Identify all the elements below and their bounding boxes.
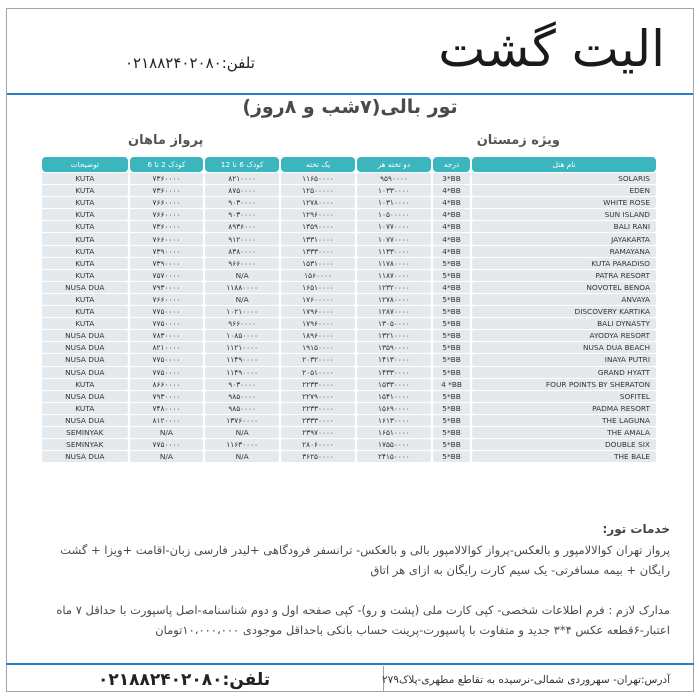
cell-hotel: INAYA PUTRI	[472, 354, 656, 365]
cell-notes: NUSA DUA	[42, 415, 128, 426]
cell-child-2-6: ۷۳۹۰۰۰۰	[130, 246, 204, 257]
cell-child-6-12: ۱۱۴۹۰۰۰۰	[205, 354, 279, 365]
header-divider	[7, 93, 693, 95]
cell-hotel: THE BALE	[472, 451, 656, 462]
table-row	[42, 173, 656, 184]
cell-child-6-12: ۸۷۵۰۰۰۰	[205, 185, 279, 196]
cell-child-2-6: ۷۸۳۰۰۰۰	[130, 330, 204, 341]
table-row	[42, 354, 656, 365]
cell-grade: 5*BB	[433, 294, 470, 305]
table-row	[42, 330, 656, 341]
cell-double: ۱۳۰۵۰۰۰۰	[357, 318, 431, 329]
cell-grade: 4*BB	[433, 233, 470, 244]
cell-hotel: AYODYA RESORT	[472, 330, 656, 341]
cell-child-2-6: ۸۱۲۰۰۰۰	[130, 415, 204, 426]
table-row	[42, 209, 656, 220]
cell-child-2-6: N/A	[130, 427, 204, 438]
cell-hotel: THE AMALA	[472, 427, 656, 438]
cell-single: ۱۵۶۰۰۰۰	[281, 270, 355, 281]
cell-single: ۲۰۵۱۰۰۰۰	[281, 367, 355, 378]
cell-hotel: JAYAKARTA	[472, 233, 656, 244]
cell-grade: 4 *BB	[433, 379, 470, 390]
cell-child-6-12: ۹۶۶۰۰۰۰	[205, 318, 279, 329]
table-row	[42, 379, 656, 390]
cell-double: ۱۲۷۸۰۰۰۰	[357, 294, 431, 305]
table-row	[42, 318, 656, 329]
cell-single: ۱۳۳۳۰۰۰۰	[281, 246, 355, 257]
cell-child-6-12: ۱۱۴۹۰۰۰۰	[205, 367, 279, 378]
col-double: دو تخته هر	[357, 157, 431, 172]
cell-hotel: EDEN	[472, 185, 656, 196]
cell-hotel: KUTA PARADISO	[472, 258, 656, 269]
col-single: یک تخته	[281, 157, 355, 172]
table-row	[42, 197, 656, 208]
cell-notes: NUSA DUA	[42, 367, 128, 378]
rates-body	[42, 173, 656, 462]
cell-child-2-6: ۷۳۶۰۰۰۰	[130, 185, 204, 196]
cell-single: ۲۲۳۳۰۰۰۰	[281, 379, 355, 390]
cell-double: ۲۴۱۵۰۰۰۰	[357, 451, 431, 462]
cell-child-6-12: N/A	[205, 451, 279, 462]
table-row	[42, 270, 656, 281]
cell-hotel: SOFITEL	[472, 391, 656, 402]
cell-double: ۱۰۵۰۰۰۰۰	[357, 209, 431, 220]
table-row	[42, 415, 656, 426]
cell-double: ۱۵۶۹۰۰۰۰	[357, 403, 431, 414]
cell-single: ۱۲۹۶۰۰۰۰	[281, 209, 355, 220]
footer-divider	[6, 663, 694, 665]
cell-double: ۱۰۷۷۰۰۰۰	[357, 221, 431, 232]
cell-notes: KUTA	[42, 185, 128, 196]
table-row	[42, 427, 656, 438]
cell-single: ۱۲۵۰۰۰۰۰	[281, 185, 355, 196]
cell-grade: 4*BB	[433, 221, 470, 232]
cell-double: ۱۰۳۱۰۰۰۰	[357, 197, 431, 208]
documents-text: مدارک لازم : فرم اطلاعات شخصی- کپی کارت ملی (پشت و رو)- کپی صفحه اول و دوم شناسنامه-اصل پاسپورت با حداقل ۷ ماه اعتبار-۶قطعه عکس ۴*۳ جدید و متفاوت با پاسپورت-پرینت حساب بانکی باحداقل موجودی ۱۰،۰۰۰،۰۰۰تومان	[56, 603, 670, 637]
cell-hotel: SUN ISLAND	[472, 209, 656, 220]
cell-child-6-12: ۹۱۲۰۰۰۰	[205, 233, 279, 244]
cell-child-2-6: ۷۹۳۰۰۰۰	[130, 282, 204, 293]
table-row	[42, 451, 656, 462]
cell-grade: 4*BB	[433, 282, 470, 293]
cell-single: ۱۳۳۱۰۰۰۰	[281, 233, 355, 244]
cell-grade: 5*BB	[433, 258, 470, 269]
col-grade: درجه	[433, 157, 470, 172]
cell-hotel: ANVAYA	[472, 294, 656, 305]
cell-notes: KUTA	[42, 258, 128, 269]
cell-notes: KUTA	[42, 306, 128, 317]
cell-child-2-6: ۸۲۱۰۰۰۰	[130, 342, 204, 353]
cell-double: ۱۷۵۵۰۰۰۰	[357, 439, 431, 450]
cell-child-2-6: ۷۷۵۰۰۰۰	[130, 306, 204, 317]
table-row	[42, 221, 656, 232]
table-row	[42, 282, 656, 293]
cell-double: ۱۱۷۸۰۰۰۰	[357, 258, 431, 269]
footer-phone: تلفن:۰۲۱۸۸۲۴۰۲۰۸۰	[98, 670, 271, 690]
cell-grade: 5*BB	[433, 427, 470, 438]
cell-notes: NUSA DUA	[42, 330, 128, 341]
cell-double: ۱۱۳۳۰۰۰۰	[357, 246, 431, 257]
table-row	[42, 367, 656, 378]
cell-hotel: RAMAYANA	[472, 246, 656, 257]
rates-table	[40, 156, 658, 463]
cell-child-6-12: ۸۳۸۰۰۰۰	[205, 246, 279, 257]
cell-hotel: PADMA RESORT	[472, 403, 656, 414]
cell-grade: 4*BB	[433, 246, 470, 257]
cell-child-2-6: ۷۶۶۰۰۰۰	[130, 233, 204, 244]
cell-hotel: GRAND HYATT	[472, 367, 656, 378]
cell-child-2-6: ۷۳۶۰۰۰۰	[130, 221, 204, 232]
cell-child-6-12: ۹۰۳۰۰۰۰	[205, 197, 279, 208]
cell-single: ۱۱۶۵۰۰۰۰	[281, 173, 355, 184]
cell-single: ۳۶۲۵۰۰۰۰	[281, 451, 355, 462]
cell-child-2-6: ۷۹۳۰۰۰۰	[130, 391, 204, 402]
cell-child-2-6: N/A	[130, 451, 204, 462]
cell-double: ۱۶۱۳۰۰۰۰	[357, 415, 431, 426]
col-notes: توضیحات	[42, 157, 128, 172]
cell-grade: 5*BB	[433, 451, 470, 462]
table-header-row	[42, 157, 656, 172]
cell-double: ۱۴۱۳۰۰۰۰	[357, 354, 431, 365]
cell-notes: NUSA DUA	[42, 282, 128, 293]
cell-child-6-12: ۹۰۳۰۰۰۰	[205, 209, 279, 220]
cell-notes: KUTA	[42, 233, 128, 244]
cell-single: ۱۹۱۵۰۰۰۰	[281, 342, 355, 353]
table-row	[42, 233, 656, 244]
cell-grade: 3*BB	[433, 173, 470, 184]
cell-notes: KUTA	[42, 403, 128, 414]
cell-single: ۲۲۷۹۰۰۰۰	[281, 391, 355, 402]
cell-double: ۱۶۵۱۰۰۰۰	[357, 427, 431, 438]
cell-grade: 4*BB	[433, 209, 470, 220]
cell-notes: KUTA	[42, 379, 128, 390]
cell-notes: KUTA	[42, 270, 128, 281]
tour-title: تور بالی(۷شب و ۸روز)	[242, 96, 458, 118]
cell-single: ۲۸۰۶۰۰۰۰	[281, 439, 355, 450]
cell-grade: 5*BB	[433, 415, 470, 426]
cell-child-6-12: ۹۶۶۰۰۰۰	[205, 258, 279, 269]
cell-single: ۲۳۹۷۰۰۰۰	[281, 427, 355, 438]
cell-child-2-6: ۷۶۶۰۰۰۰	[130, 294, 204, 305]
cell-notes: KUTA	[42, 197, 128, 208]
cell-hotel: BALI DYNASTY	[472, 318, 656, 329]
cell-child-6-12: ۹۸۵۰۰۰۰	[205, 391, 279, 402]
cell-hotel: PATRA RESORT	[472, 270, 656, 281]
cell-single: ۱۳۵۹۰۰۰۰	[281, 221, 355, 232]
cell-single: ۲۰۳۲۰۰۰۰	[281, 354, 355, 365]
cell-double: ۱۵۳۳۰۰۰۰	[357, 379, 431, 390]
col-child-2-6: کودک 2 تا 6	[130, 157, 204, 172]
cell-single: ۱۶۵۱۰۰۰۰	[281, 282, 355, 293]
cell-double: ۱۲۸۷۰۰۰۰	[357, 306, 431, 317]
cell-double: ۱۰۷۷۰۰۰۰	[357, 233, 431, 244]
footer-address: آدرس:تهران- سهروردی شمالی-نرسیده به تقاطع مطهری-پلاک۲۷۹	[382, 674, 670, 686]
cell-child-2-6: ۷۶۶۰۰۰۰	[130, 197, 204, 208]
cell-hotel: WHITE ROSE	[472, 197, 656, 208]
cell-hotel: DOUBLE SIX	[472, 439, 656, 450]
cell-child-6-12: ۱۰۸۵۰۰۰۰	[205, 330, 279, 341]
cell-child-6-12: ۱۱۶۳۰۰۰۰	[205, 439, 279, 450]
cell-notes: NUSA DUA	[42, 451, 128, 462]
cell-notes: KUTA	[42, 294, 128, 305]
table-row	[42, 294, 656, 305]
cell-hotel: DISCOVERY KARTIKA	[472, 306, 656, 317]
cell-child-6-12: N/A	[205, 270, 279, 281]
cell-child-2-6: ۷۴۸۰۰۰۰	[130, 403, 204, 414]
cell-child-6-12: ۹۸۵۰۰۰۰	[205, 403, 279, 414]
cell-notes: NUSA DUA	[42, 391, 128, 402]
table-row	[42, 391, 656, 402]
cell-grade: 5*BB	[433, 270, 470, 281]
cell-child-6-12: N/A	[205, 294, 279, 305]
cell-grade: 5*BB	[433, 367, 470, 378]
cell-child-6-12: ۱۱۸۸۰۰۰۰	[205, 282, 279, 293]
season-label: ویژه زمستان	[476, 133, 560, 148]
services-text: پرواز تهران کوالالامپور و بالعکس-پرواز کوالالامپور بالی و بالعکس- ترانسفر فرودگاهی +لیدر فارسی زبان-اقامت +ویزا + گشت رایگان + بیمه مسافرتی- یک سیم کارت رایگان به ازای هر اتاق	[60, 543, 670, 577]
cell-double: ۱۳۲۱۰۰۰۰	[357, 330, 431, 341]
cell-single: ۱۲۷۸۰۰۰۰	[281, 197, 355, 208]
cell-double: ۹۵۹۰۰۰۰	[357, 173, 431, 184]
cell-child-2-6: ۷۳۹۰۰۰۰	[130, 258, 204, 269]
cell-single: ۱۷۹۶۰۰۰۰	[281, 318, 355, 329]
cell-notes: KUTA	[42, 173, 128, 184]
cell-grade: 4*BB	[433, 185, 470, 196]
cell-hotel: NOVOTEL BENOA	[472, 282, 656, 293]
cell-grade: 5*BB	[433, 439, 470, 450]
cell-grade: 5*BB	[433, 354, 470, 365]
table-row	[42, 246, 656, 257]
col-child-6-12: کودک 6 تا 12	[205, 157, 279, 172]
table-row	[42, 342, 656, 353]
cell-grade: 5*BB	[433, 342, 470, 353]
table-row	[42, 185, 656, 196]
cell-child-2-6: ۷۷۵۰۰۰۰	[130, 439, 204, 450]
cell-notes: NUSA DUA	[42, 354, 128, 365]
cell-hotel: FOUR POINTS BY SHERATON	[472, 379, 656, 390]
cell-grade: 5*BB	[433, 330, 470, 341]
airline-label: پرواز ماهان	[128, 133, 204, 148]
table-row	[42, 403, 656, 414]
cell-child-6-12: N/A	[205, 427, 279, 438]
table-row	[42, 306, 656, 317]
cell-notes: KUTA	[42, 221, 128, 232]
cell-child-6-12: ۸۲۱۰۰۰۰	[205, 173, 279, 184]
cell-single: ۱۵۳۱۰۰۰۰	[281, 258, 355, 269]
cell-child-6-12: ۸۹۳۶۰۰۰	[205, 221, 279, 232]
cell-single: ۱۸۹۶۰۰۰۰	[281, 330, 355, 341]
header	[7, 9, 693, 93]
table-row	[42, 258, 656, 269]
cell-child-6-12: ۱۰۲۱۰۰۰۰	[205, 306, 279, 317]
cell-double: ۱۱۸۷۰۰۰۰	[357, 270, 431, 281]
cell-child-2-6: ۷۷۵۰۰۰۰	[130, 354, 204, 365]
cell-double: ۱۰۳۳۰۰۰۰	[357, 185, 431, 196]
brand-logo-text: الیت گشت	[438, 20, 665, 78]
cell-hotel: SOLARIS	[472, 173, 656, 184]
cell-grade: 5*BB	[433, 318, 470, 329]
col-hotel: نام هتل	[472, 157, 656, 172]
cell-single: ۱۷۶۰۰۰۰۰	[281, 294, 355, 305]
cell-child-6-12: ۱۳۷۶۰۰۰۰	[205, 415, 279, 426]
cell-notes: KUTA	[42, 318, 128, 329]
cell-double: ۱۴۳۳۰۰۰۰	[357, 367, 431, 378]
cell-child-6-12: ۹۰۳۰۰۰۰	[205, 379, 279, 390]
cell-grade: 4*BB	[433, 197, 470, 208]
cell-hotel: NUSA DUA BEACH	[472, 342, 656, 353]
cell-single: ۲۳۳۳۰۰۰۰	[281, 415, 355, 426]
cell-notes: SEMINYAK	[42, 439, 128, 450]
cell-single: ۱۷۹۶۰۰۰۰	[281, 306, 355, 317]
cell-child-2-6: ۷۷۵۰۰۰۰	[130, 318, 204, 329]
cell-grade: 5*BB	[433, 403, 470, 414]
cell-hotel: THE LAGUNA	[472, 415, 656, 426]
cell-notes: SEMINYAK	[42, 427, 128, 438]
cell-grade: 5*BB	[433, 391, 470, 402]
cell-single: ۲۲۳۳۰۰۰۰	[281, 403, 355, 414]
cell-child-6-12: ۱۱۲۱۰۰۰۰	[205, 342, 279, 353]
cell-double: ۱۵۴۱۰۰۰۰	[357, 391, 431, 402]
cell-hotel: BALI RANI	[472, 221, 656, 232]
cell-child-2-6: ۷۶۶۰۰۰۰	[130, 209, 204, 220]
cell-child-2-6: ۷۳۶۰۰۰۰	[130, 173, 204, 184]
cell-child-2-6: ۸۶۶۰۰۰۰	[130, 379, 204, 390]
table-row	[42, 439, 656, 450]
cell-notes: KUTA	[42, 246, 128, 257]
cell-double: ۱۲۳۲۰۰۰۰	[357, 282, 431, 293]
services-heading: خدمات تور:	[602, 522, 670, 536]
cell-child-2-6: ۷۷۵۰۰۰۰	[130, 367, 204, 378]
cell-child-2-6: ۷۵۷۰۰۰۰	[130, 270, 204, 281]
cell-grade: 5*BB	[433, 306, 470, 317]
header-phone: تلفن:۰۲۱۸۸۲۴۰۲۰۸۰	[125, 54, 255, 72]
cell-notes: KUTA	[42, 209, 128, 220]
cell-notes: NUSA DUA	[42, 342, 128, 353]
cell-double: ۱۳۵۹۰۰۰۰	[357, 342, 431, 353]
